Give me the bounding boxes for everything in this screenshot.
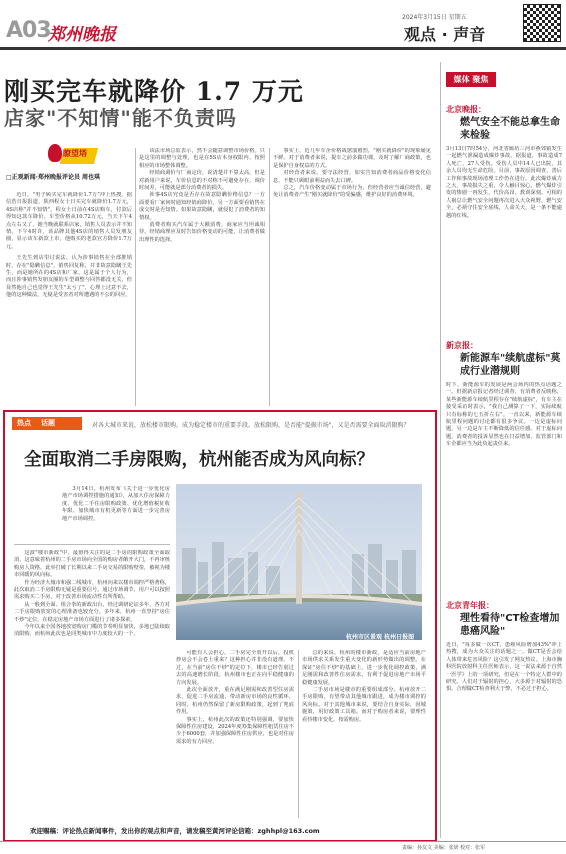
- sidebar-body: 3月13日7时54分，河北省廊坊三河市燕郊镇发生一起燃气泄漏造成爆炸事故。据报道，事故造成7人死亡，27人受伤。受伤人员中14人已出院，其余人员均无生命危险。目前，事故原因调查、善后工作和事故现场清理工作仍在进行。此次爆炸威力之大，事故损失之重，令人触目惊心。燃气爆炸引发的惨剧一再发生，代价高昂，教训深刻。可相的人祸总让燃气安全问题再次进入大众视野。燃气安全，必须守住安全底线，人命关天，是一条不能逾越的红线。: [446, 146, 562, 219]
- qr-code-icon: [523, 4, 561, 42]
- paper-logo: 郑州晚报: [48, 25, 116, 45]
- tag-hot: 热点: [17, 419, 31, 427]
- submission-note: 欢迎赐稿：评论热点新闻事件，发出你的观点和声音，请发稿至黄河评论信箱：zghhpl@163.com: [30, 827, 320, 835]
- media-focus-tag: [446, 72, 496, 87]
- feature-title: 全面取消二手房限购，杭州能否成为风向标？: [24, 450, 374, 470]
- sidebar-headline: 燃气安全不能总拿生命来检验: [460, 117, 560, 141]
- sidebar-divider: [440, 62, 441, 838]
- paragraph: 这波"楼市新政"中，最值得关注的是二手房的限购政策全面取消，这意味着杭州的二手房市场向全国的购房者敞开大门，不再审核购房人资格。此举打破了长期以来二手房交易的限购壁垒，被视为楼市回暖的风向标。: [14, 550, 170, 579]
- feature-col2: [176, 650, 294, 820]
- paragraph: 涉事4S店究竟是否存在故意隐瞒价格信息？一方面要看厂家何时通知经销商降价，另一方面要看销售在成交时是否知情。如果故意隐瞒，就侵犯了消费者的知情权。: [139, 192, 265, 221]
- photo-caption: 杭州市区景观 杭州日报图: [346, 634, 415, 641]
- paragraph: 事实上，近几年车企价格战愈演愈烈，"刚买就降价"的现象屡见不鲜。对于消费者来说，提车之前多做功课，及时了解厂商政策，也是保护自身权益的方式。: [273, 148, 431, 169]
- section-title: 观点 · 声音: [404, 25, 486, 44]
- header-divider: [0, 47, 566, 50]
- sidebar-source: 新京报：: [446, 341, 478, 350]
- paragraph: 二手房市场是楼市的重要组成部分。杭州放开二手房限购，有望带动其他城市跟进，成为楼市调控的风向标。对于其他城市来说，要结合自身实际，因城施策，用好政策工具箱。而对于购房者来说，要理性看待楼市变化，按需购房。: [302, 687, 426, 723]
- sidebar-body: 近日，"每多做一次CT，患癌风险增加43%"冲上热搜，成为大众关注的话题之一。做CT是否会给人体带来危害风险？这引发了网友热议。上海市胸科医院放射科主任医师表示，这一说法来源于自然一医学》上的一项研究，但是在一个特定人群中的研究。人们对于辐射的担心，大多源于对辐射的恐惧。合理做CT检查利大于弊，不必过于担心。: [446, 642, 562, 693]
- paragraph: 从一般到全面、组合拳的新政出台，经过调研论证多年，各方对二手房限购放宽的心理准备也较充分。多年来，杭州一直坚持"房住不炒"定位，在稳定房地产市场方面进行了诸多探索。: [14, 601, 170, 623]
- paragraph: 可能有人会担心，二手房完全放开以后，投机炒房会不会卷土重来？这种担心并非没有道理。不过，在当前"房住不炒"的定位下，楼市已经告别过去的高速增长阶段，杭州楼市也正在向平稳健康的方向发展。: [176, 650, 294, 686]
- sidebar-source: 北京晚报：: [446, 105, 486, 114]
- paragraph: 消费者购买汽车属于大额消费，商家应当坦诚相待。经销商理应及时告知价格变动的可能，让消费者做出理性的选择。: [139, 222, 265, 243]
- paragraph: 作为经济大城市和强二线城市，杭州向来以楼市调控严格著称，此次取消二手房限购无疑是重要信号。通过市场调节，用户可以按照需求购买二手房，对于改善市场流动性有所帮助。: [14, 579, 170, 601]
- paragraph: 总之，汽车价格变动属于市场行为，但经营者应当诚信经营，避免让消费者产生"刚买就降价"的受骗感，维护良好的消费环境。: [273, 185, 431, 199]
- feature-lead: 对各大城市来说，放松楼市限购，成为稳定楼市的重要手段。放松限购，是否能"提振市场"，又是否需要全面取消限购？: [92, 422, 410, 429]
- top-story-col3: [273, 148, 431, 406]
- footer-divider: [0, 841, 566, 842]
- sidebar-headline: 新能源车"续航虚标"莫成行业潜规则: [460, 353, 561, 377]
- paragraph: 事实上，杭州此次的政策还特别强调，要加快保障性住房建设，2024年度筹集保障性租赁住房不少于6000套，并加强保障性住房供应，也是对住房需求的有力回应。: [176, 716, 294, 745]
- paragraph: 近日，"男子顾买完车就降价1.7万"冲上热搜。据信浩日报报道，陕西程女士日买完车就降价1.7万元，4S店称"并不知情"。程女士日前在4S店购车，付款后得知这款车降价，车型价格从10.72万元，当天下午4点左右又了，她当晚就联系店家，销售人员表示并不知情。下午4时许，该品牌其他4S店的销售人员发朋友圈，显示该车新款上市，他购买的老款官方降价1.7万元。: [6, 192, 132, 250]
- byline: □正观新闻·郑州晚报评论员 周也琪: [6, 174, 101, 181]
- paragraph: 该法市场总监表示，然不会随意调整市场价格。只是这里的调整与处理，也是在5S店本身权限内、按照相应的市场整体调整。: [139, 148, 265, 169]
- feature-intro: 3月14日，杭州发布《关于进一步优化房地产市场调控措施的通知》，从加大住房保障力度、优化二手住房限购政策、优化增值税征收年限、加快城市有机更新等方面进一步完善房地产市场调控。: [62, 486, 170, 522]
- intro-divider: [14, 544, 170, 545]
- paragraph: 对经营者来说，要守法经营，如实告知消费者商品价格变化信息，不能只顾眼前利益而失去口碑。: [273, 170, 431, 184]
- page-number: A03: [6, 18, 51, 43]
- sidebar-body: 时下，新能源车的发展是两会场内的热点话题之一。但据新京报记者经过调查，有消费者反映称，某些新能源车续航里程存在"续航虚标"，有车主在接受采访时表示，"我自己测算了一下，实际续航只有标称的七五折左右"。一直以来，新能源车续航里程问题的讨论都有很多争议。一边是虚标问题，另一边是车主不断降低的信任感。对于虚标问题，消费者的投诉显然也在日益增加，监管部门和车企都应当为此负起责任来。: [446, 382, 562, 448]
- tag-topic: 话题: [41, 419, 55, 427]
- sidebar-source: 北京青年报：: [446, 601, 494, 610]
- editor-credits: 责编：孙友文 美编：张妍 校对：张军: [402, 845, 486, 851]
- top-subheadline: 店家"不知情"能不负责吗: [4, 106, 237, 130]
- column-divider: [135, 148, 136, 406]
- column-badge: 瞭望塔: [63, 149, 87, 158]
- date-line: 2024年3月15日 星期五: [402, 14, 467, 21]
- paragraph: 今年以来全国各地放宽购房门槛的节奏明显加快，多地已陆续取消限购，而杭州此次也是同类城市中力度较大的一个。: [14, 624, 170, 638]
- feature-col3: [302, 650, 426, 820]
- hot-topic-tag: [12, 417, 82, 430]
- top-story-col1: [6, 192, 132, 404]
- paragraph: 经销商调价与厂商定价，说清楚并不算太高，但是对新用户来说，车价信息的不对称不可避免存在，调价时间差，可能就是部分消费者的损失。: [139, 170, 265, 192]
- top-headline: 刚买完车就降价 1.7 万元: [4, 77, 304, 106]
- paragraph: 王先生到店里讨说法，认为涉事销售在全部推销时，存在"隐瞒信息"，销售回复称，并非故意隐瞒王先生，而是她所在的4S店和厂家、这是属于个人行为，而且涉事销售发朋友圈的车型调整与回答都没无关，但显然他自己也觉得王先生"太亏了"，心理上过意不去，他的这种做法，无疑是受害者对所遭遇的不公的回应。: [6, 255, 132, 299]
- column-divider: [298, 650, 299, 818]
- feature-col1: [14, 550, 170, 818]
- tag-right: 聚焦: [472, 75, 489, 84]
- bridge-photo: [176, 484, 422, 640]
- paragraph: 总的来说，杭州的楼市新政，是适应当前房地产市场供求关系发生重大变化的新形势做出的调整。在保证"房住不炒"的基础上，进一步优化调控政策，满足刚需和改善性住房需求，有利于促进房地产市场平稳健康发展。: [302, 650, 426, 686]
- feature-photo: [176, 484, 422, 640]
- top-story-col2: [139, 148, 265, 406]
- column-divider: [269, 148, 270, 406]
- paragraph: 此次全面放开，重在满足刚需和改善型住房需求，促进二手房流通，带动新房市场的良性循环。同时，杭州仍然保留了新房限购政策，起到了兜底作用。: [176, 687, 294, 716]
- sidebar-headline: 理性看待"CT检查增加患癌风险": [460, 613, 560, 637]
- tag-left: 媒体: [453, 75, 470, 84]
